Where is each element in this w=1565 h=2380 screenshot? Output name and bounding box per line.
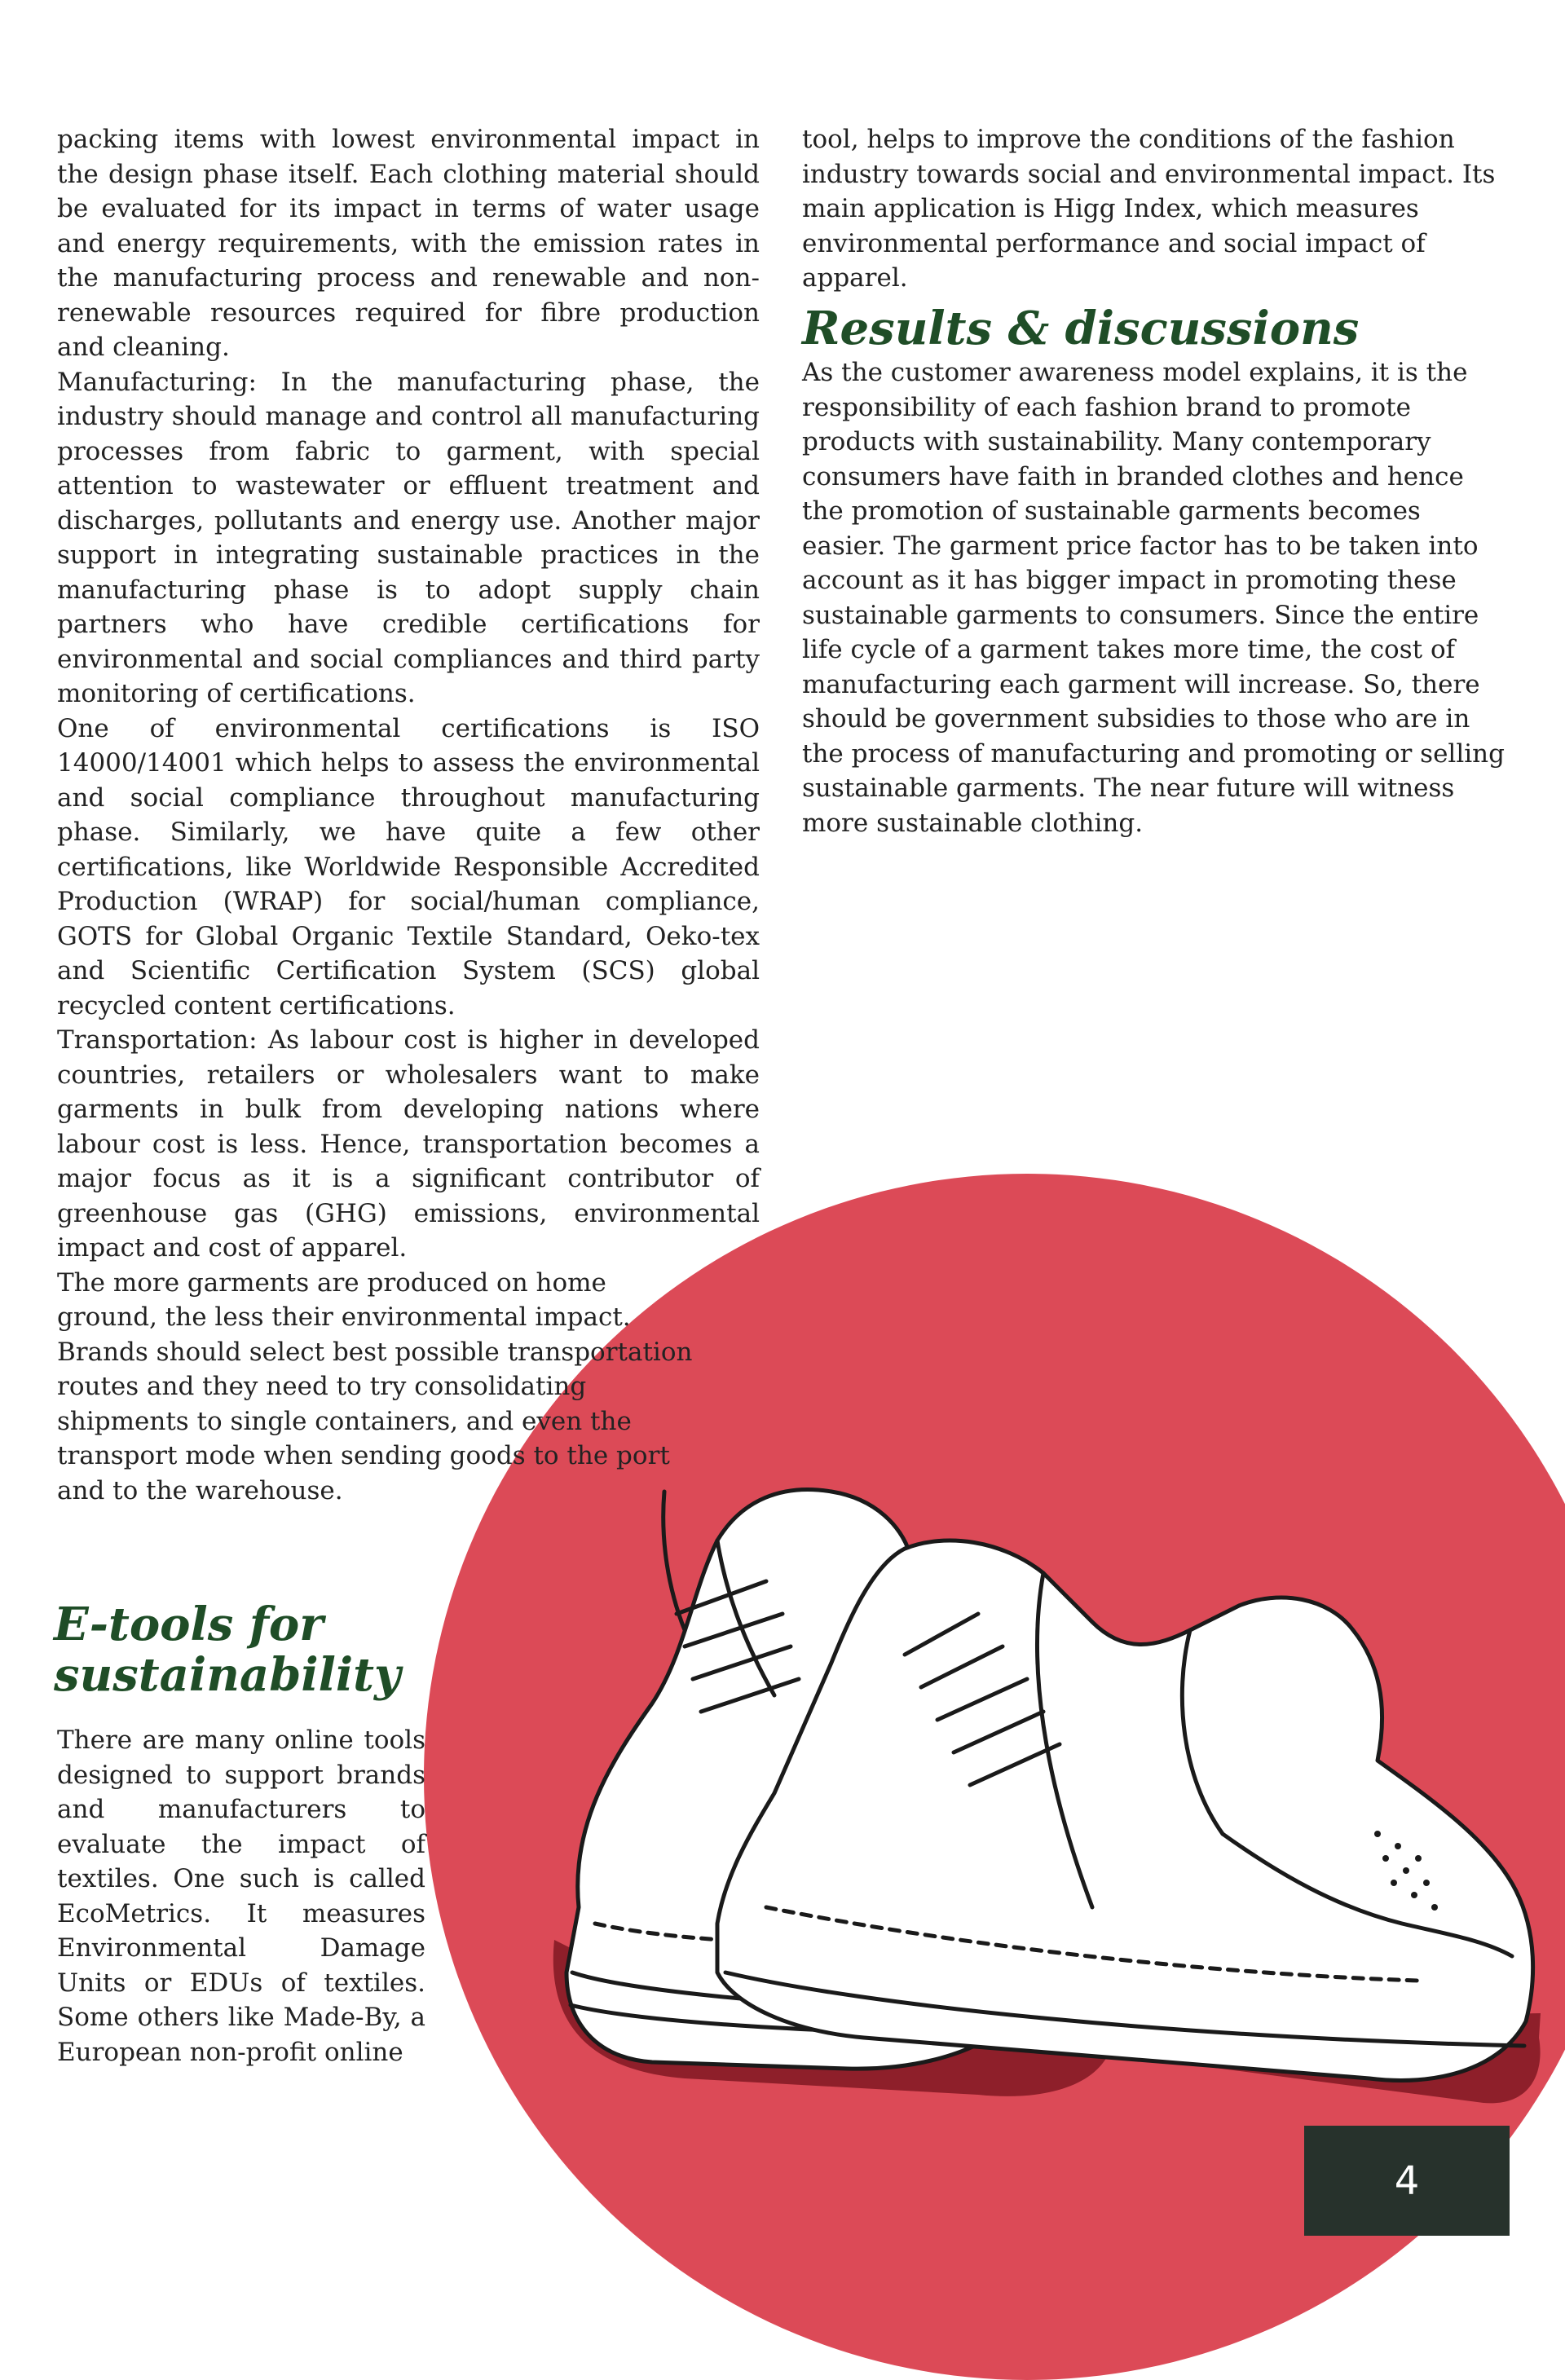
certifications-paragraph: One of environmental certifications is ISO 14000/14001 which helps to assess the environmental and social compliance throughout manufacturing phase. Similarly, we have quite a few other certifications, like Worldwide Responsible Accredited Production (WRAP) for social/human compliance, GOTS for Global Organic Textile Standard, Oeko-tex and Scientific Certification System (SCS) global recycled content certifications. bbox=[57, 713, 760, 1020]
transportation-paragraph: Transportation: As labour cost is higher in developed countries, retailers or wholesalers want to make garments in bulk from developing nations where labour cost is less. Hence, transportation becomes a major focus as it is a significant contributor of greenhouse gas (GHG) emissions, environmental impact and cost of apparel. bbox=[57, 1025, 760, 1263]
etools-text-block bbox=[57, 1723, 425, 2069]
results-heading: Results & discussions bbox=[802, 302, 1360, 355]
sneaker-illustration bbox=[522, 1451, 1549, 2127]
design-phase-paragraph: packing items with lowest environmental impact in the design phase itself. Each clothing material should be evaluated for its impact in terms of water usage and energy requirements, with the emission rates in the manufacturing process and renewable and non-renewable resources required for fibre production and cleaning. bbox=[57, 125, 760, 362]
page-number: 4 bbox=[1394, 2157, 1420, 2204]
right-column bbox=[802, 122, 1506, 296]
results-paragraph: As the customer awareness model explains, it is the responsibility of each fashion brand to promote products with sustainability. Many contemporary consumers have faith in branded clothes and hence the promotion of sustainable garments becomes easier. The garment price factor has to be taken into account as it has bigger impact in promoting these sustainable garments to consumers. Since the entire life cycle of a garment takes more time, the cost of manufacturing each garment will increase. So, there should be government subsidies to those who are in the process of manufacturing and promoting or selling sustainable garments. The near future will witness more sustainable clothing. bbox=[802, 358, 1505, 838]
etools-paragraph: There are many online tools designed to support brands and manufacturers to evaluate the impact of textiles. One such is called EcoMetrics. It measures Environmental Damage Units or EDUs of textiles. Some others like Made-By, a European non-profit online bbox=[57, 1726, 425, 2067]
etools-heading: E-tools for sustainability bbox=[54, 1598, 401, 1702]
made-by-paragraph: tool, helps to improve the conditions of the fashion industry towards social and environmental impact. Its main application is Higg Index, which measures environmental performance and social impact of apparel. bbox=[802, 125, 1496, 293]
page-number-box bbox=[1304, 2126, 1510, 2236]
transportation-paragraph-tail: The more garments are produced on home ground, the less their environmental impact. Brands should select best possible transportation routes and they need to try consolidating shipments to single containers, and even the transport mode when sending goods to the port and to the warehouse. bbox=[57, 1267, 693, 1505]
results-text-block bbox=[802, 355, 1506, 840]
manufacturing-paragraph: Manufacturing: In the manufacturing phase, the industry should manage and control all manufacturing processes from fabric to garment, with special attention to wastewater or effluent treatment and discharges, pollutants and energy use. Another major support in integrating sustainable practices in the manufacturing phase is to adopt supply chain partners who have credible certifications for environmental and social compliances and third party monitoring of certifications. bbox=[57, 367, 760, 708]
left-column bbox=[57, 122, 760, 1508]
